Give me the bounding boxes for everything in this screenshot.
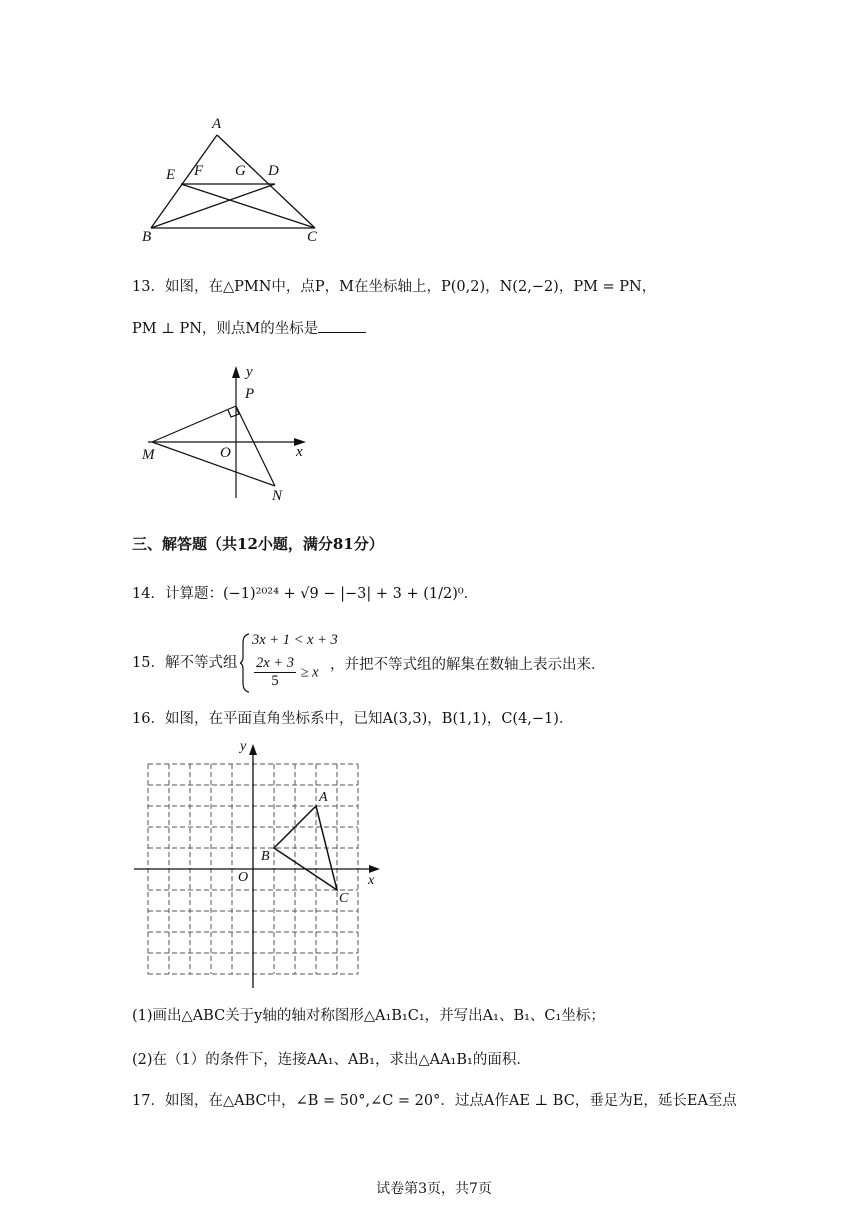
inequality-2-rest: ≥ x xyxy=(300,664,319,681)
fraction-numerator: 2x + 3 xyxy=(256,655,294,671)
inequality-2 xyxy=(254,655,319,690)
q16-part2: (2)在（1）的条件下，连接AA₁、AB₁，求出△AA₁B₁的面积． xyxy=(132,1052,531,1068)
grid-label-a: A xyxy=(319,790,328,805)
q13-line2-text: PM ⊥ PN，则点M的坐标是 xyxy=(132,321,319,337)
q15-lead: 15．解不等式组 xyxy=(132,655,238,671)
grid-label-c: C xyxy=(339,891,349,906)
q13-line1: 13．如图，在△PMN中，点P，M在坐标轴上，P(0,2)，N(2,−2)，PM = PN， xyxy=(132,279,657,295)
q16-text: 16．如图，在平面直角坐标系中，已知A(3,3)，B(1,1)，C(4,−1)． xyxy=(132,711,574,727)
label-a: A xyxy=(212,116,222,132)
label-e: E xyxy=(166,167,176,183)
q15-tail: ，并把不等式组的解集在数轴上表示出来． xyxy=(330,657,606,673)
axis-x-label: x xyxy=(296,444,303,460)
label-p: P xyxy=(245,386,255,402)
label-n: N xyxy=(272,488,283,504)
q16-part1: (1)画出△ABC关于y轴的轴对称图形△A₁B₁C₁，并写出A₁、B₁、C₁坐标； xyxy=(132,1008,605,1024)
q17-text: 17．如图，在△ABC中，∠B = 50°,∠C = 20°．过点A作AE ⊥ BC，垂足为E，延长EA至点 xyxy=(132,1093,737,1109)
axis-y-label: y xyxy=(246,364,253,380)
origin-label: O xyxy=(220,445,231,461)
fraction xyxy=(254,655,296,690)
figure-pmn-axes xyxy=(140,362,320,510)
fraction-denominator: 5 xyxy=(271,673,279,689)
label-d: D xyxy=(268,163,279,179)
grid-axis-x-label: x xyxy=(368,873,375,888)
page-footer: 试卷第3页，共7页 xyxy=(376,1181,492,1197)
q14: 14．计算题：(−1)²⁰²⁴ + √9 − |−3| + 3 + (1/2)⁰． xyxy=(132,586,479,602)
label-c: C xyxy=(307,229,318,245)
q13-line2 xyxy=(132,318,366,339)
label-m: M xyxy=(142,447,155,463)
section-3-heading: 三、解答题（共12小题，满分81分） xyxy=(132,535,384,553)
label-b: B xyxy=(142,229,152,245)
figure-grid-abc xyxy=(130,742,390,992)
inequality-1: 3x + 1 < x + 3 xyxy=(252,632,338,648)
grid-label-b: B xyxy=(261,849,270,864)
label-g: G xyxy=(235,163,246,179)
brace xyxy=(240,633,250,693)
grid-axis-y-label: y xyxy=(240,739,247,754)
label-f: F xyxy=(194,163,204,179)
grid-origin-label: O xyxy=(238,870,249,885)
answer-blank xyxy=(318,318,366,333)
